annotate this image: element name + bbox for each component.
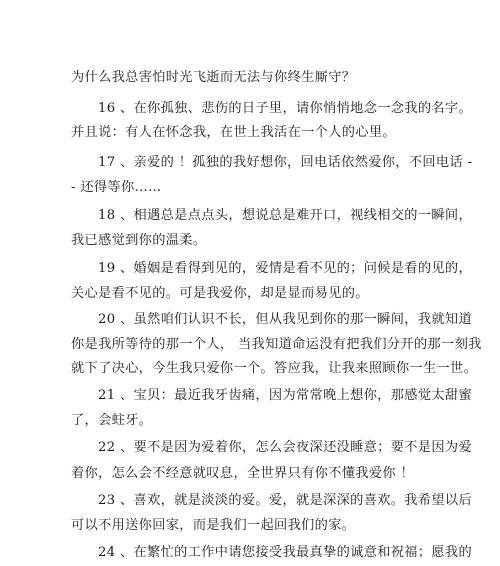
text-line: 18 、相遇总是点点头，想说总是难开口，视线相交的一瞬间，: [98, 208, 472, 223]
text-line: 了，会蛀牙。: [71, 413, 153, 428]
text-line: 21 、宝贝：最近我牙齿痛，因为常常晚上想你，那感觉太甜蜜: [98, 388, 472, 403]
text-line: 20 、虽然咱们认识不长，但从我见到你的那一瞬间，我就知道: [98, 312, 472, 327]
text-line: 19 、婚姻是看得到见的，爱情是看不见的；问候是看的见的，: [98, 261, 472, 276]
text-line: 关心是看不见的。可是我爱你，却是显而易见的。: [71, 286, 369, 301]
text-line: 我已感觉到你的温柔。: [71, 233, 207, 248]
text-line: 你是我所等待的那一个人， 当我知道命运没有把我们分开的那一刻我: [71, 337, 482, 352]
text-line: 22 、要不是因为爱着你，怎么会夜深还没睡意；要不是因为爱: [98, 440, 472, 455]
text-line: 17 、亲爱的 ！孤独的我好想你，回电话依然爱你，不回电话 -: [98, 155, 473, 170]
text-line: 并且说：有人在怀念我，在世上我活在一个人的心里。: [71, 125, 396, 140]
text-line: 为什么我总害怕时光飞逝而无法与你终生厮守？: [71, 70, 356, 85]
text-line: - 还得等你……: [71, 180, 162, 195]
text-line: 23 、喜欢，就是淡淡的爱。爱，就是深深的喜欢。我希望以后: [98, 493, 472, 508]
text-line: 24 、在繁忙的工作中请您接受我最真挚的诚意和祝福；愿我的: [98, 545, 472, 560]
text-line: 就下了决心，今生我只爱你一个。答应我，让我来照顾你一生一世。: [71, 361, 478, 376]
text-line: 16 、在你孤独、悲伤的日子里，请你悄悄地念一念我的名字。: [98, 101, 472, 116]
text-line: 着你，怎么会不经意就叹息，全世界只有你不懂我爱你 ！: [71, 466, 414, 481]
text-line: 可以不用送你回家，而是我们一起回我们的家。: [71, 518, 356, 533]
